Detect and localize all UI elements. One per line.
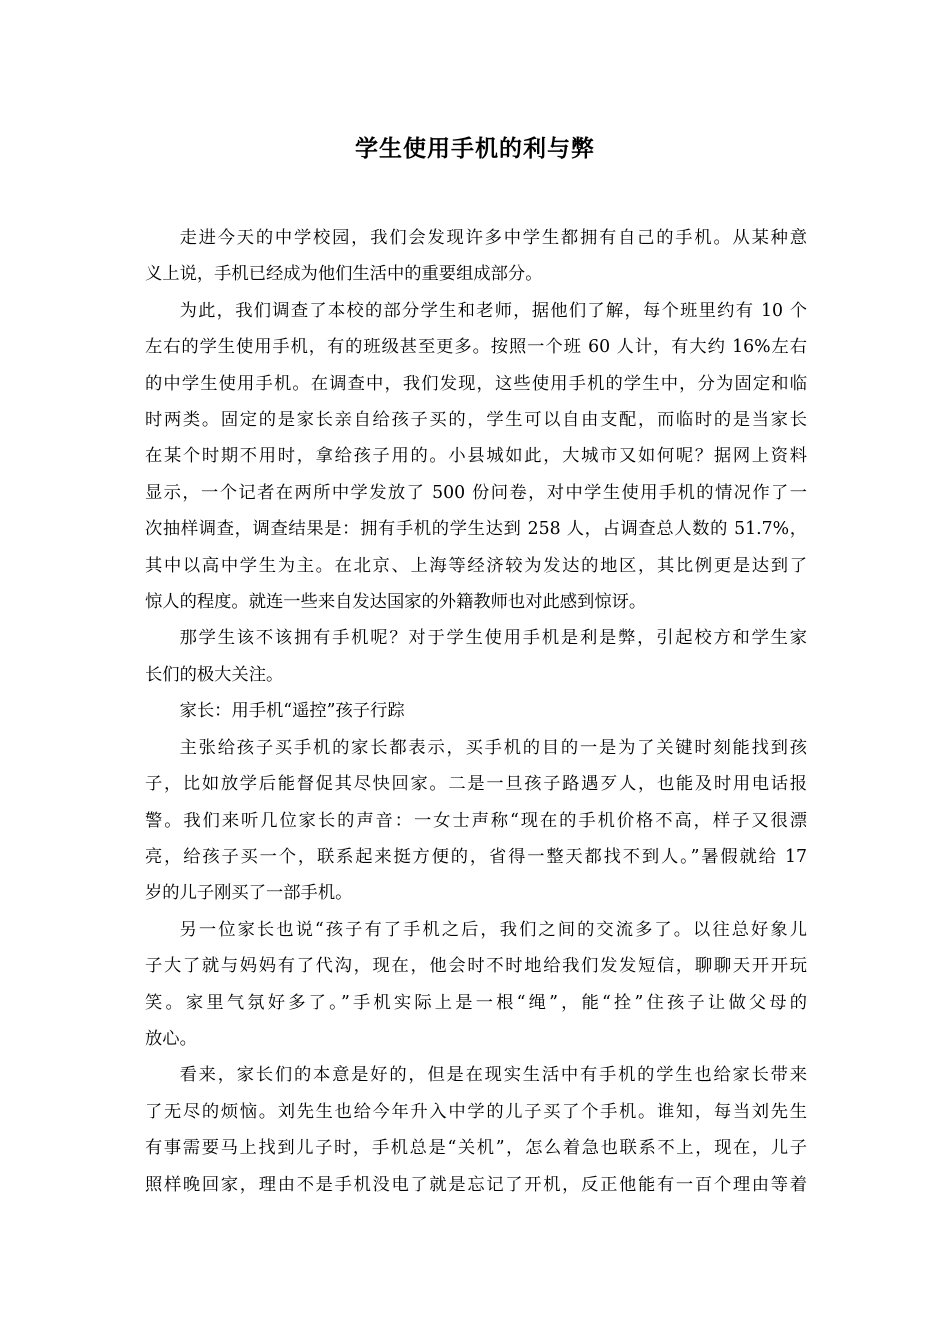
text-line: 其中以高中学生为主。在北京、上海等经济较为发达的地区，其比例更是达到了 xyxy=(145,555,807,576)
text-line: 笑。家里气氛好多了。”手机实际上是一根“绳”，能“拴”住孩子让做父母的 xyxy=(145,992,807,1013)
text-line: 子，比如放学后能督促其尽快回家。二是一旦孩子路遇歹人，也能及时用电话报 xyxy=(145,774,807,795)
text-line: 义上说，手机已经成为他们生活中的重要组成部分。 xyxy=(145,264,543,285)
text-line: 长们的极大关注。 xyxy=(145,664,284,685)
text-line: 在某个时期不用时，拿给孩子用的。小县城如此，大城市又如何呢？据网上资料 xyxy=(145,446,807,467)
text-line: 惊人的程度。就连一些来自发达国家的外籍教师也对此感到惊讶。 xyxy=(145,592,647,613)
document-title: 学生使用手机的利与弊 xyxy=(355,136,595,162)
paragraph xyxy=(145,620,807,693)
text-line: 另一位家长也说“孩子有了手机之后，我们之间的交流多了。以往总好象儿 xyxy=(179,919,807,940)
text-line: 那学生该不该拥有手机呢？对于学生使用手机是利是弊，引起校方和学生家 xyxy=(179,628,807,649)
paragraph xyxy=(145,1057,807,1203)
section-heading xyxy=(145,693,807,729)
text-line: 了无尽的烦恼。刘先生也给今年升入中学的儿子买了个手机。谁知，每当刘先生 xyxy=(145,1101,807,1122)
text-line: 家长：用手机“遥控”孩子行踪 xyxy=(179,701,405,722)
paragraph xyxy=(145,912,807,1058)
document-body xyxy=(145,220,807,1203)
text-line: 次抽样调查，调查结果是：拥有手机的学生达到 258 人，占调查总人数的 51.7%， xyxy=(145,519,807,540)
text-line: 左右的学生使用手机，有的班级甚至更多。按照一个班 60 人计，有大约 16%左右 xyxy=(145,337,807,358)
text-line: 主张给孩子买手机的家长都表示，买手机的目的一是为了关键时刻能找到孩 xyxy=(179,737,807,758)
text-line: 走进今天的中学校园，我们会发现许多中学生都拥有自己的手机。从某种意 xyxy=(179,228,807,248)
text-line: 警。我们来听几位家长的声音：一女士声称“现在的手机价格不高，样子又很漂 xyxy=(145,810,807,831)
text-line: 岁的儿子刚买了一部手机。 xyxy=(145,883,353,904)
paragraph xyxy=(145,293,807,621)
text-line: 子大了就与妈妈有了代沟，现在，他会时不时地给我们发发短信，聊聊天开开玩 xyxy=(145,956,807,977)
text-line: 的中学生使用手机。在调查中，我们发现，这些使用手机的学生中，分为固定和临 xyxy=(145,373,807,394)
text-line: 时两类。固定的是家长亲自给孩子买的，学生可以自由支配，而临时的是当家长 xyxy=(145,410,807,431)
text-line: 有事需要马上找到儿子时，手机总是“关机”，怎么着急也联系不上，现在，儿子 xyxy=(145,1138,807,1159)
paragraph xyxy=(145,730,807,912)
text-line: 为此，我们调查了本校的部分学生和老师，据他们了解，每个班里约有 10 个 xyxy=(179,300,807,321)
text-line: 显示，一个记者在两所中学发放了 500 份问卷，对中学生使用手机的情况作了一 xyxy=(145,482,807,503)
text-line: 看来，家长们的本意是好的，但是在现实生活中有手机的学生也给家长带来 xyxy=(179,1065,807,1086)
text-line: 照样晚回家，理由不是手机没电了就是忘记了开机，反正他能有一百个理由等着 xyxy=(145,1174,807,1195)
text-line: 放心。 xyxy=(145,1028,197,1049)
paragraph xyxy=(145,220,807,293)
text-line: 亮，给孩子买一个，联系起来挺方便的，省得一整天都找不到人。”暑假就给 17 xyxy=(145,846,807,867)
